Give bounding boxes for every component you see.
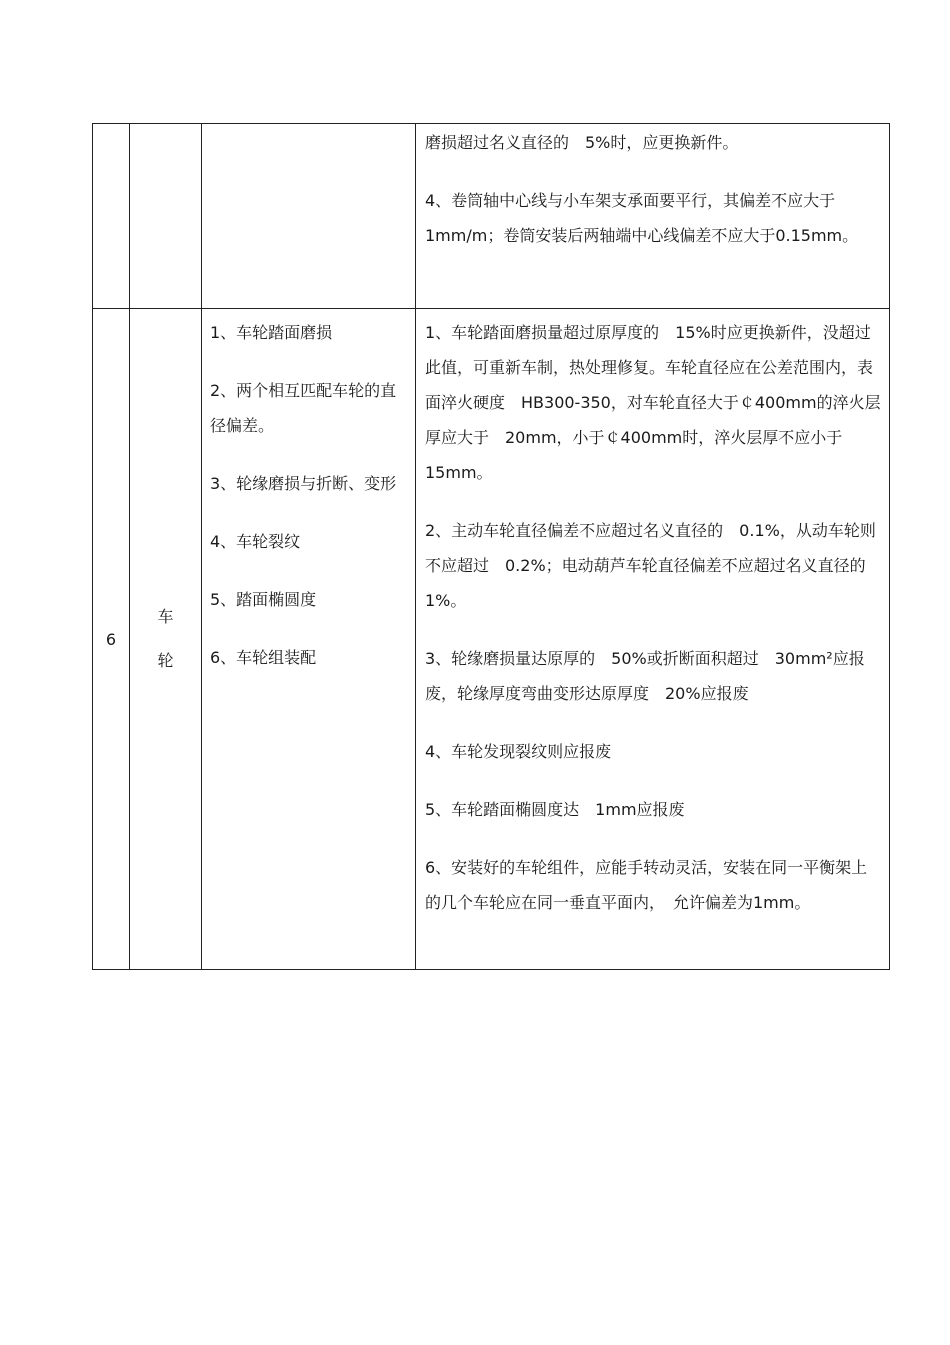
inspection-item: 6、车轮组装配	[210, 648, 317, 667]
component-name	[130, 595, 201, 683]
row-number: 6	[105, 629, 117, 649]
table-row	[93, 124, 890, 309]
row-number-cell	[93, 309, 130, 970]
requirements-cell	[416, 309, 890, 970]
requirement-text: 6、安装好的车轮组件，应能手转动灵活，安装在同一平衡架上的几个车轮应在同一垂直平面内， 允许偏差为1mm。	[425, 858, 868, 912]
inspection-table	[92, 123, 890, 970]
requirement-text: 磨损超过名义直径的 5%时，应更换新件。	[425, 133, 739, 152]
inspection-item: 3、轮缘磨损与折断、变形	[210, 474, 397, 493]
component-name-char: 车	[157, 607, 174, 626]
table-row	[93, 309, 890, 970]
component-name-cell	[130, 309, 202, 970]
requirement-text: 4、卷筒轴中心线与小车架支承面要平行，其偏差不应大于 1mm/m；卷筒安装后两轴端中心线偏差不应大于0.15mm。	[425, 191, 859, 245]
inspection-items-cell	[202, 124, 416, 309]
inspection-item: 1、车轮踏面磨损	[210, 323, 333, 342]
inspection-item: 5、踏面椭圆度	[210, 590, 317, 609]
row-number-cell	[93, 124, 130, 309]
inspection-items-cell	[202, 309, 416, 970]
requirements-cell	[416, 124, 890, 309]
inspection-item: 2、两个相互匹配车轮的直径偏差。	[210, 381, 397, 435]
component-name-cell	[130, 124, 202, 309]
requirement-text: 5、车轮踏面椭圆度达 1mm应报废	[425, 800, 685, 819]
component-name-char: 轮	[157, 651, 174, 670]
requirement-text: 3、轮缘磨损量达原厚的 50%或折断面积超过 30mm²应报废，轮缘厚度弯曲变形达原厚度 20%应报废	[425, 649, 865, 703]
requirement-text: 1、车轮踏面磨损量超过原厚度的 15%时应更换新件，没超过此值，可重新车制，热处理修复。车轮直径应在公差范围内，表面淬火硬度 HB300-350，对车轮直径大于￠400mm的淬火层厚应大于 20mm，小于￠400mm时，淬火层厚不应小于 15mm。	[425, 323, 881, 482]
inspection-item: 4、车轮裂纹	[210, 532, 301, 551]
requirement-text: 4、车轮发现裂纹则应报废	[425, 742, 612, 761]
requirement-text: 2、主动车轮直径偏差不应超过名义直径的 0.1%，从动车轮则不应超过 0.2%；电动葫芦车轮直径偏差不应超过名义直径的 1%。	[425, 521, 882, 610]
